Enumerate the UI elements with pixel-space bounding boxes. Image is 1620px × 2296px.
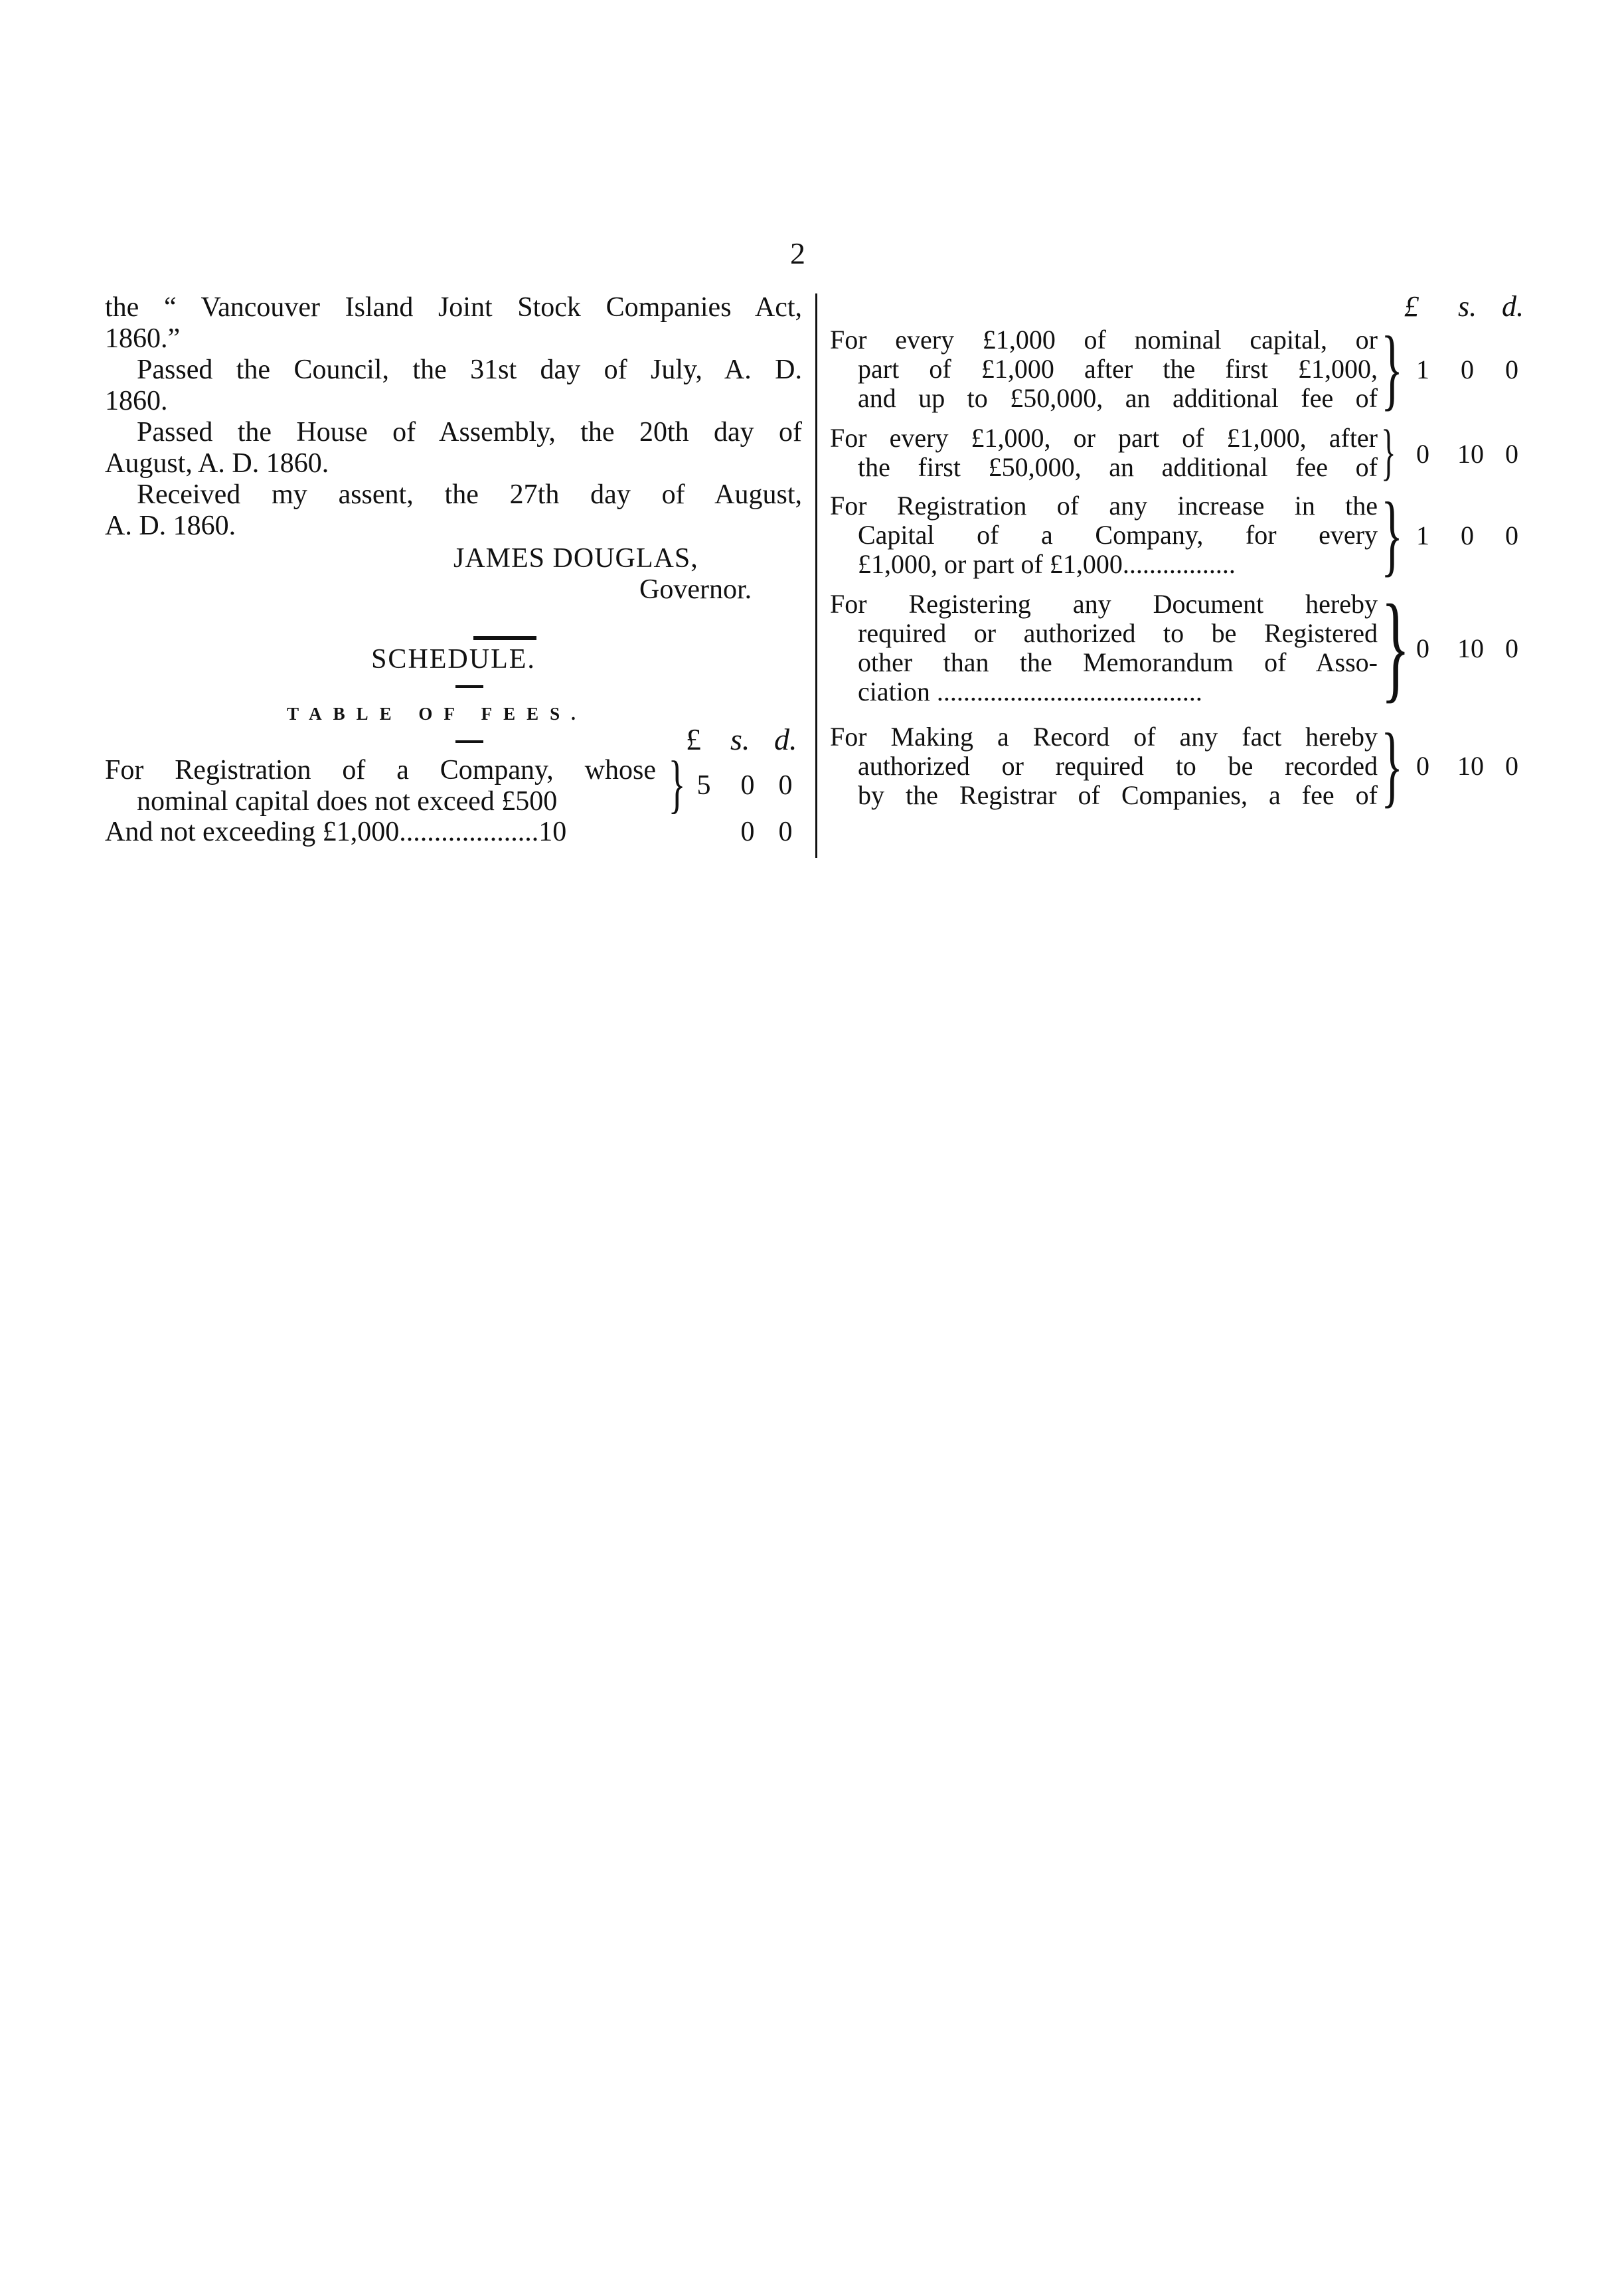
fee-shillings: 0 <box>740 817 755 847</box>
assent-paragraph <box>105 479 802 542</box>
assent-line-1: Received my assent, the 27th day of August, <box>137 479 802 510</box>
fee-pounds: 0 <box>1416 439 1429 469</box>
fee-shillings: 10 <box>1457 751 1484 781</box>
fee-line: Capital of a Company, for every <box>858 520 1378 550</box>
fee-text: And not exceeding £1,000.................... <box>105 817 539 847</box>
signature-title: Governor. <box>639 574 752 605</box>
council-paragraph <box>105 355 802 417</box>
fee-pounds: 10 <box>538 817 567 847</box>
assembly-line-1: Passed the House of Assembly, the 20th day of <box>137 417 802 448</box>
shillings-header: s. <box>1458 290 1477 323</box>
brace: } <box>1381 317 1404 419</box>
fee-row-after-fifty-thousand <box>830 424 1378 482</box>
fee-line: by the Registrar of Companies, a fee of <box>858 780 1378 810</box>
fee-row-per-thousand <box>830 325 1378 413</box>
brace: } <box>1381 580 1410 714</box>
brace: } <box>1381 483 1404 585</box>
fee-row-making-record <box>830 722 1378 810</box>
fee-line: For Registration of a Company, whose <box>105 755 656 785</box>
fee-pounds: 1 <box>1416 521 1429 550</box>
act-paragraph <box>105 292 802 355</box>
fee-line: other than the Memorandum of Asso- <box>858 647 1378 677</box>
pounds-header: £ <box>1404 290 1419 323</box>
fee-line: authorized or required to be recorded <box>858 751 1378 781</box>
fee-pence: 0 <box>778 770 793 801</box>
fee-shillings: 10 <box>1457 439 1484 469</box>
signature-name: JAMES DOUGLAS, <box>453 543 698 574</box>
fee-pounds: 5 <box>696 770 711 801</box>
page-number: 2 <box>790 236 805 270</box>
fee-pence: 0 <box>1505 751 1518 781</box>
fee-line: £1,000, or part of £1,000................. <box>858 549 1236 579</box>
brace: } <box>1381 418 1396 487</box>
fee-shillings: 0 <box>1461 355 1474 384</box>
fee-shillings: 0 <box>740 770 755 801</box>
act-line-1: the “ Vancouver Island Joint Stock Companies Act, <box>105 292 802 323</box>
fee-pence: 0 <box>1505 521 1518 550</box>
fee-shillings: 10 <box>1457 633 1484 663</box>
assembly-line-2: August, A. D. 1860. <box>105 448 329 479</box>
fee-line: nominal capital does not exceed £500 <box>137 786 558 817</box>
fee-line: the first £50,000, an additional fee of <box>858 452 1378 482</box>
fee-row-not-exceeding <box>105 817 566 848</box>
fee-pence: 0 <box>778 817 793 847</box>
act-line-2: 1860.” <box>105 323 181 354</box>
fee-line: For every £1,000, or part of £1,000, after <box>830 423 1378 453</box>
fee-line: required or authorized to be Registered <box>858 618 1378 648</box>
fee-line: For every £1,000 of nominal capital, or <box>830 325 1378 355</box>
fee-pounds: 0 <box>1416 751 1429 781</box>
brace: } <box>668 748 686 820</box>
column-divider <box>815 293 817 858</box>
council-line-1: Passed the Council, the 31st day of July, A. D. <box>137 355 802 385</box>
fee-pounds: 1 <box>1416 355 1429 384</box>
shillings-header: s. <box>730 722 750 756</box>
assent-line-2: A. D. 1860. <box>105 511 236 541</box>
fee-pounds: 0 <box>1416 633 1429 663</box>
assembly-paragraph <box>105 417 802 479</box>
fee-line: part of £1,000 after the first £1,000, <box>858 354 1378 384</box>
fee-pence: 0 <box>1505 439 1518 469</box>
fee-line: and up to £50,000, an additional fee of <box>858 383 1378 413</box>
fee-row-capital-increase <box>830 491 1378 579</box>
title-dash <box>455 685 483 688</box>
fee-row-company-registration <box>105 755 656 817</box>
pence-header: d. <box>774 722 797 756</box>
council-line-2: 1860. <box>105 386 168 416</box>
fee-line: For Making a Record of any fact hereby <box>830 722 1378 752</box>
brace: } <box>1381 714 1404 816</box>
fee-shillings: 0 <box>1461 521 1474 550</box>
fee-line: ciation ........................................ <box>858 677 1202 706</box>
pounds-header: £ <box>686 722 701 756</box>
fee-pence: 0 <box>1505 633 1518 663</box>
schedule-title: SCHEDULE. <box>371 644 536 675</box>
fee-line: For Registration of any increase in the <box>830 491 1378 521</box>
fee-line: For Registering any Document hereby <box>830 589 1378 619</box>
section-rule <box>473 636 536 640</box>
pence-header: d. <box>1502 290 1524 323</box>
table-dash <box>455 740 483 743</box>
left-column <box>105 292 802 847</box>
table-of-fees-title: TABLE OF FEES. <box>287 704 587 724</box>
fee-row-register-document <box>830 590 1378 706</box>
fee-pence: 0 <box>1505 355 1518 384</box>
